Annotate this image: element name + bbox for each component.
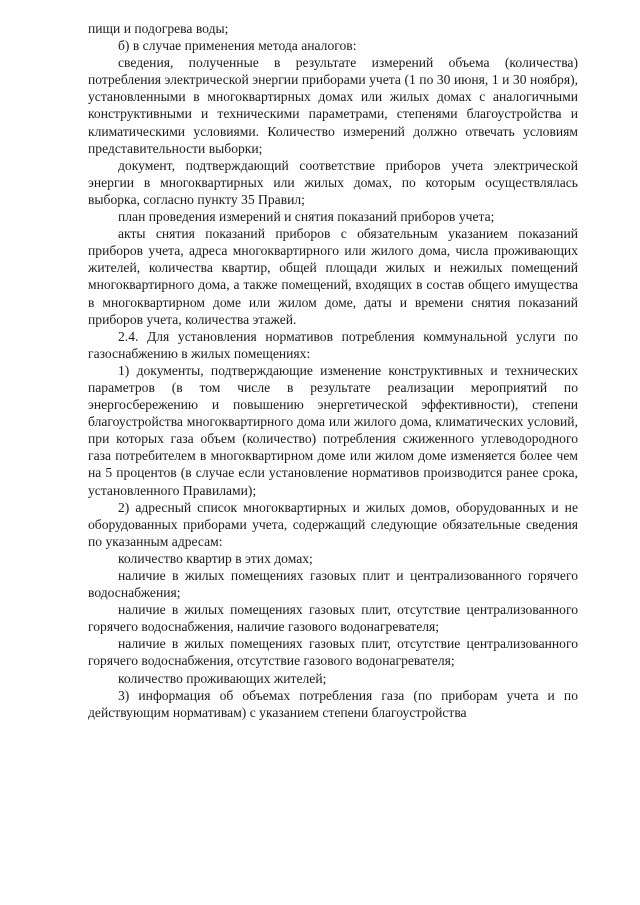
- paragraph-item-1: 1) документы, подтверждающие изменение конструктивных и технических параметров (в том числе в результате реализации мероприятий по энергосбережению и повышению энергетической эффективности), степени благоустройства многоквартирного дома или жилого дома, климатических условий, при которых газа объем (количество) потребления сжиженного углеводородного газа потребителем в многоквартирном доме или жилом доме изменяется более чем на 5 процентов (в случае если установление нормативов производится ранее срока, установленного Правилами);: [88, 362, 578, 498]
- paragraph-section-2-4: 2.4. Для установления нормативов потребления коммунальной услуги по газоснабжению в жилых помещениях:: [88, 328, 578, 361]
- paragraph-gas-stoves-hot-water: наличие в жилых помещениях газовых плит и централизованного горячего водоснабжения;: [88, 568, 578, 601]
- paragraph-meter-compliance: документ, подтверждающий соответствие приборов учета электрической энергии в многоквартирных или жилых домах, по которым осуществлялась выборка, согласно пункту 35 Правил;: [88, 157, 578, 207]
- paragraph-residents-count: количество проживающих жителей;: [118, 670, 327, 686]
- paragraph-apartment-count: количество квартир в этих домах;: [118, 550, 313, 566]
- paragraph-measurement-plan: план проведения измерений и снятия показаний приборов учета;: [118, 209, 495, 225]
- paragraph-item-3: 3) информация об объемах потребления газа (по приборам учета и по действующим нормативам) с указанием степени благоустройства: [88, 687, 578, 720]
- paragraph-continuation: пищи и подогрева воды;: [88, 21, 229, 36]
- paragraph-reading-acts: акты снятия показаний приборов с обязательным указанием показаний приборов учета, адреса многоквартирного или жилого дома, числа проживающих жителей, количества квартир, общей площади жилых и нежилых помещений многоквартирного дома, а также помещений, входящих в состав общего имущества в многоквартирном доме или жилом доме, даты и времени снятия показаний приборов учета, количества этажей.: [88, 226, 578, 327]
- paragraph-analog-method: б) в случае применения метода аналогов:: [118, 38, 357, 54]
- paragraph-measurement-info: сведения, полученные в результате измерений объема (количества) потребления электрической энергии приборами учета (1 по 30 июня, 1 и 30 ноября), установленными в многоквартирных домах или жилых домах с аналогичными конструктивными и техническими параметрами, степенями благоустройства и климатическими условиями. Количество измерений должно отвечать условиям представительности выборки;: [88, 55, 578, 156]
- paragraph-gas-stoves-water-heater: наличие в жилых помещениях газовых плит, отсутствие централизованного горячего водоснабжения, наличие газового водонагревателя;: [88, 602, 578, 635]
- document-page: [88, 20, 578, 721]
- paragraph-item-2: 2) адресный список многоквартирных и жилых домов, оборудованных и не оборудованных приборами учета, содержащий следующие обязательные сведения по указанным адресам:: [88, 499, 578, 549]
- paragraph-gas-stoves-no-heater: наличие в жилых помещениях газовых плит, отсутствие централизованного горячего водоснабжения, отсутствие газового водонагревателя;: [88, 636, 578, 669]
